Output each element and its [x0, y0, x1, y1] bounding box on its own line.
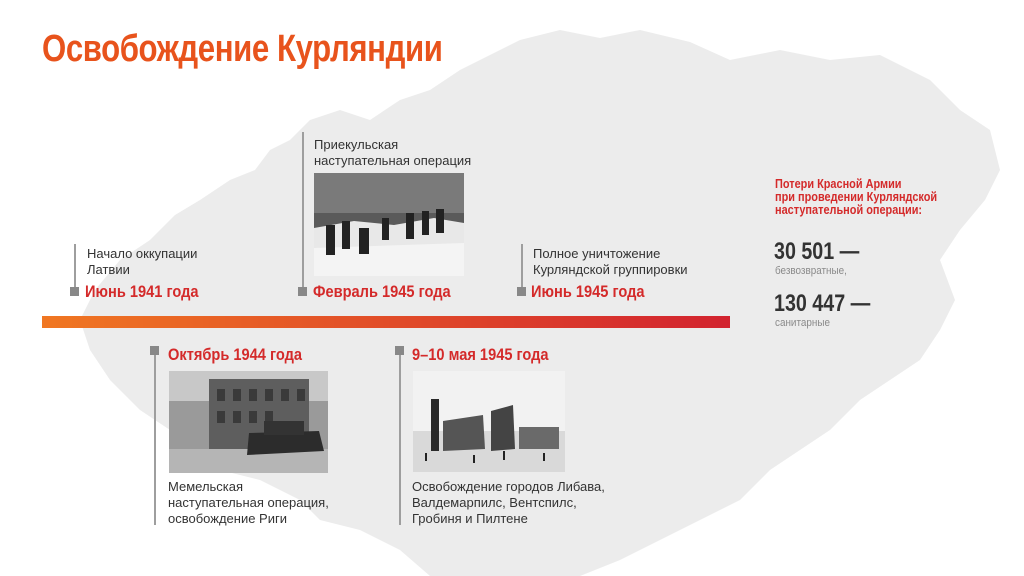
event-stem — [74, 244, 76, 292]
event-description-line: наступательная операция — [314, 153, 472, 168]
event-description-line: наступательная операция, — [168, 495, 329, 510]
event-description-line: Полное уничтожение — [533, 246, 661, 261]
event-description-line: Освобождение городов Либава, — [412, 479, 605, 494]
sanitary-losses-value: 130 447 — — [774, 290, 871, 317]
event-photo-riga-tank — [169, 371, 328, 473]
event-photo-ruined-city — [413, 371, 565, 472]
event-photo-snow-troops — [314, 173, 464, 276]
event-date: 9–10 мая 1945 года — [412, 345, 549, 364]
event-marker — [150, 346, 159, 355]
event-description-line: Латвии — [87, 262, 130, 277]
event-date: Июнь 1941 года — [85, 282, 199, 301]
event-marker — [298, 287, 307, 296]
event-description-line: Курляндской группировки — [533, 262, 688, 277]
sanitary-losses-label: санитарные — [775, 317, 830, 329]
losses-title-line: при проведении Курляндской — [775, 189, 938, 204]
event-stem — [399, 350, 401, 525]
losses-title — [775, 177, 960, 216]
event-date: Июнь 1945 года — [531, 282, 645, 301]
event-stem — [521, 244, 523, 292]
event-description-line: Приекульская — [314, 137, 399, 152]
event-description-line: Мемельская — [168, 479, 244, 494]
timeline-bar — [42, 316, 730, 328]
event-description-line: Валдемарпилс, Вентспилс, — [412, 495, 577, 510]
event-marker — [395, 346, 404, 355]
event-stem — [154, 350, 156, 525]
event-date: Октябрь 1944 года — [168, 345, 303, 364]
losses-title-line: Потери Красной Армии — [775, 176, 902, 191]
losses-title-line: наступательной операции: — [775, 202, 923, 217]
event-description-line: Начало оккупации — [87, 246, 198, 261]
event-marker — [70, 287, 79, 296]
event-description-line: Гробиня и Пилтене — [412, 511, 528, 526]
page-title: Освобождение Курляндии — [42, 28, 443, 70]
event-date: Февраль 1945 года — [313, 282, 451, 301]
event-marker — [517, 287, 526, 296]
irrecoverable-losses-label: безвозвратные, — [775, 265, 847, 277]
irrecoverable-losses-value: 30 501 — — [774, 238, 860, 265]
event-stem — [302, 132, 304, 292]
event-description-line: освобождение Риги — [168, 511, 287, 526]
